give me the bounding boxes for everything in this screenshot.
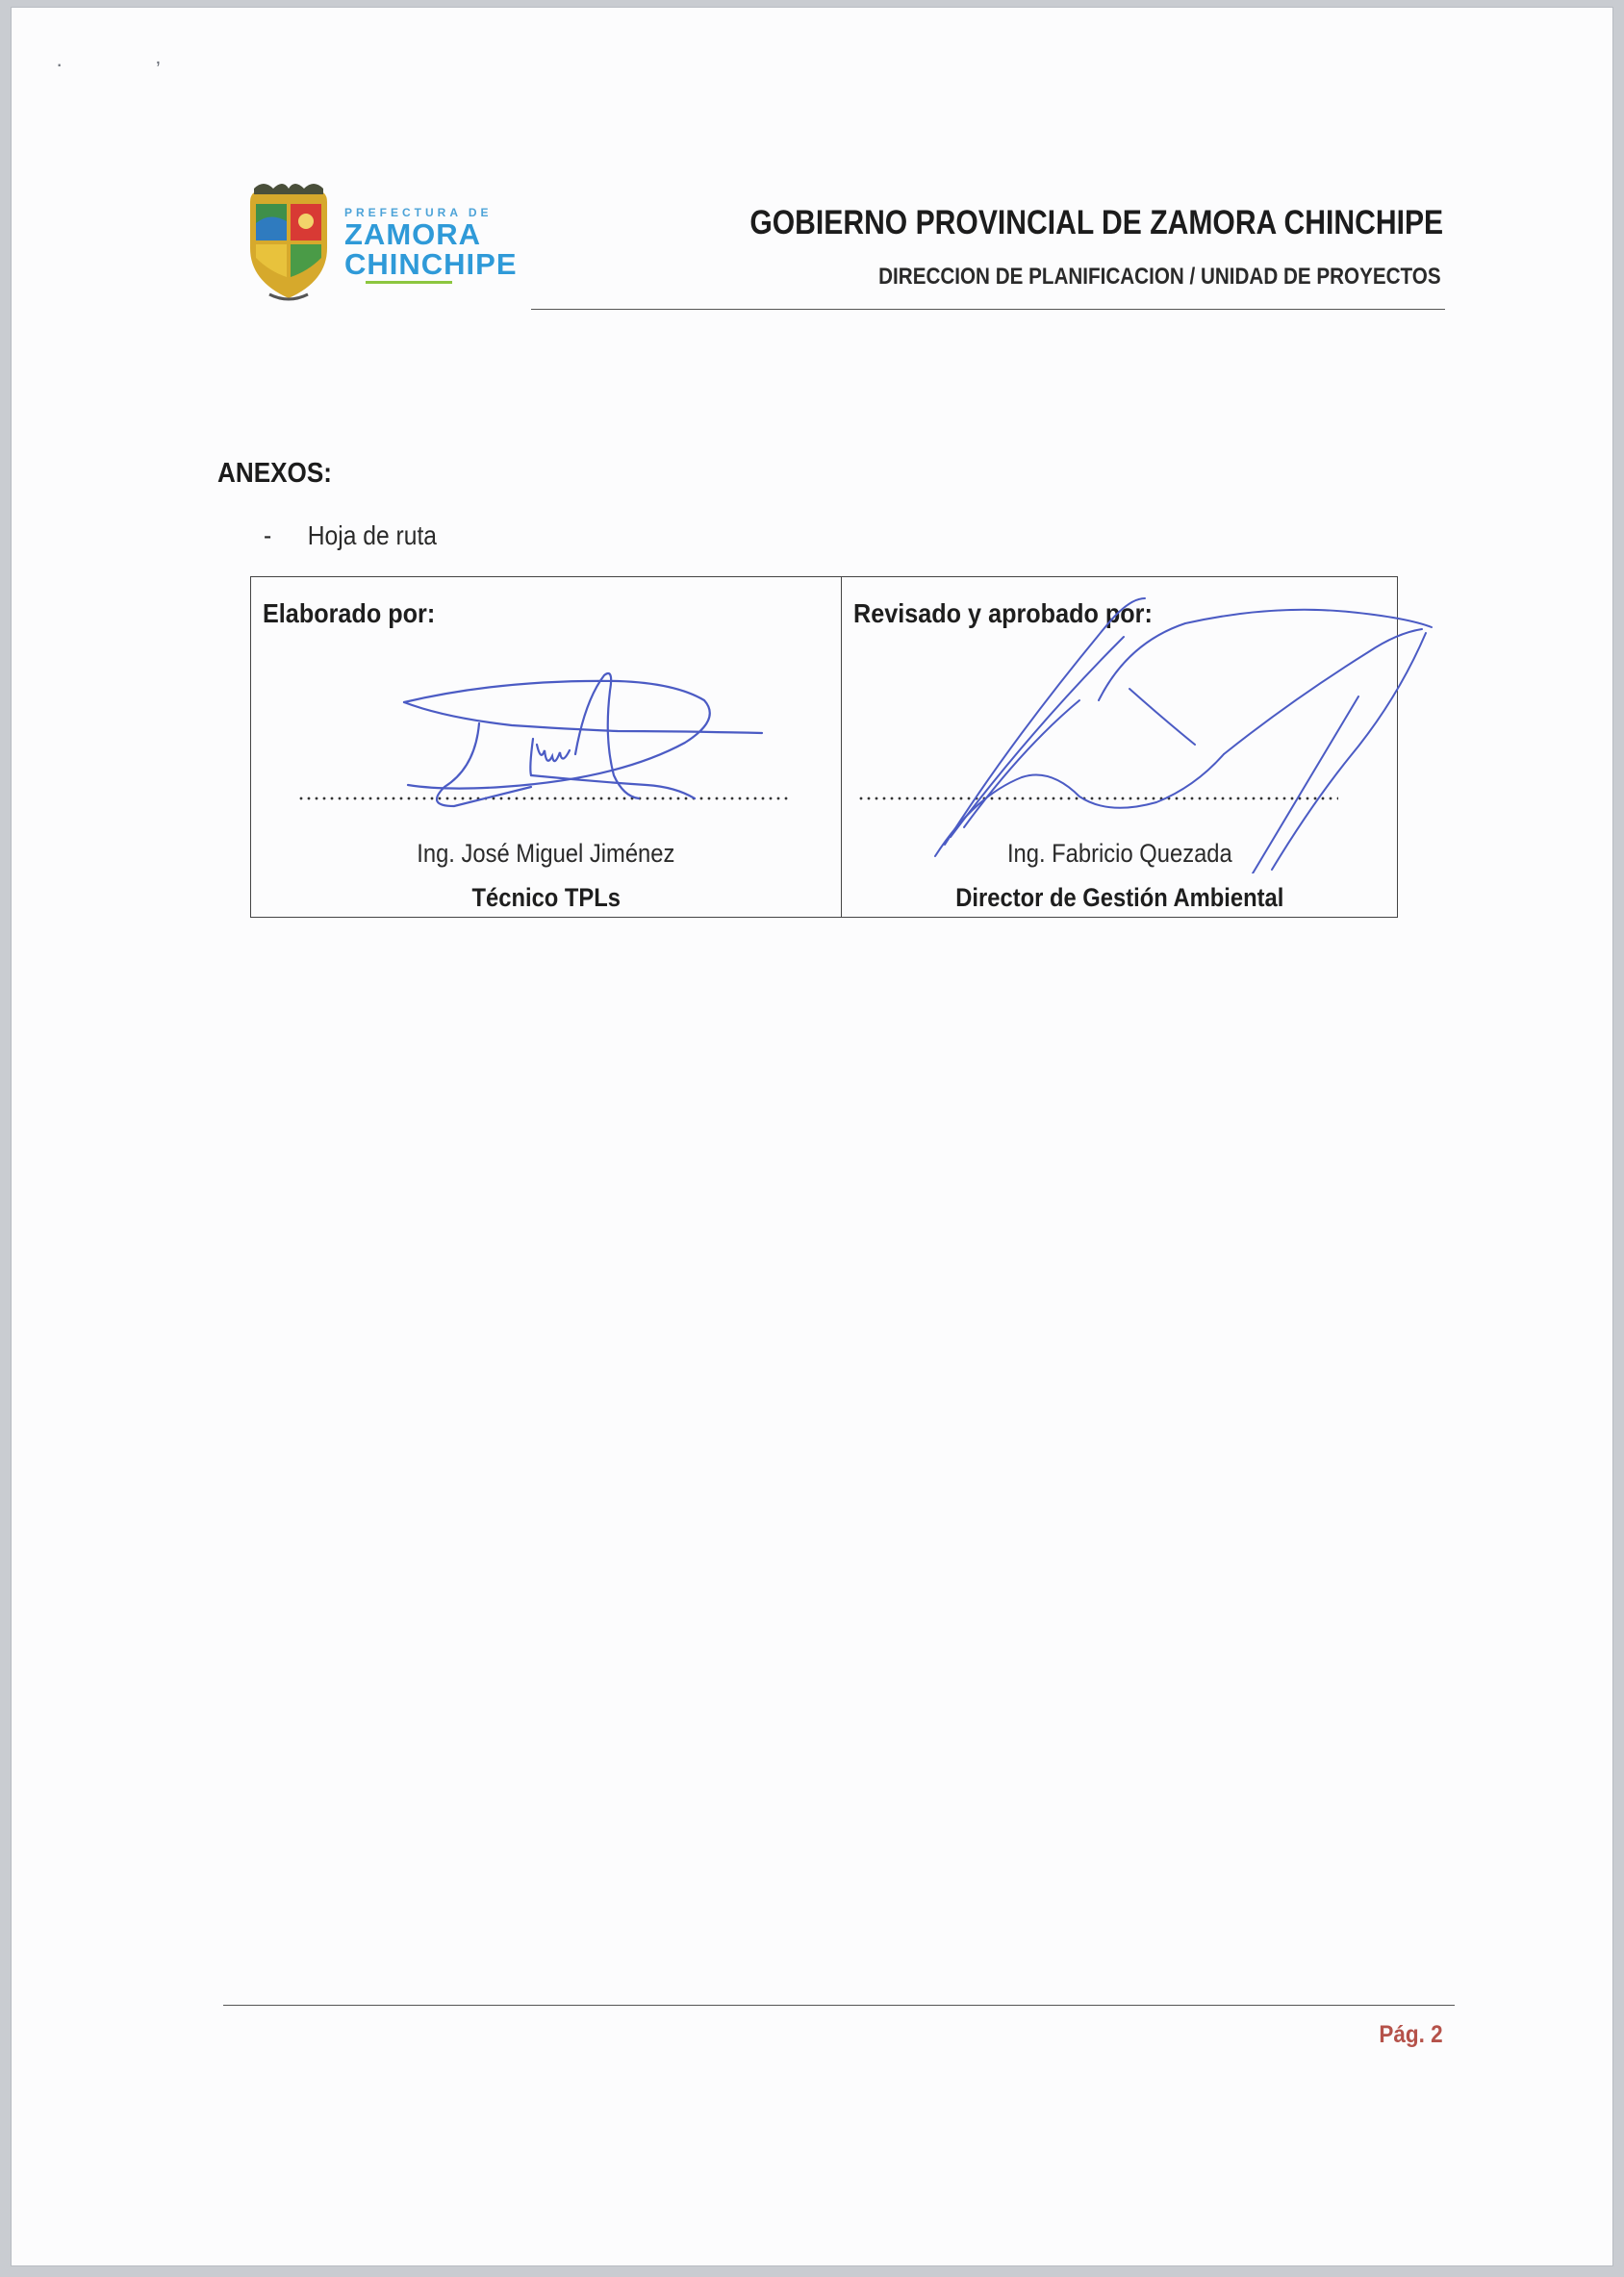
footer-divider xyxy=(223,2005,1455,2006)
logo-underline xyxy=(366,281,452,284)
signature-dotted-line xyxy=(297,797,790,800)
shield-emblem-icon xyxy=(241,181,337,306)
header-title: GOBIERNO PROVINCIAL DE ZAMORA CHINCHIPE xyxy=(749,204,1443,241)
signature-cell-approved xyxy=(842,577,1397,917)
scan-artifact: ʼ xyxy=(156,58,161,82)
annex-list-item xyxy=(264,520,437,551)
annexes-heading: ANEXOS: xyxy=(217,458,332,489)
prepared-by-name: Ing. José Miguel Jiménez xyxy=(417,839,675,868)
page-number: Pág. 2 xyxy=(1379,2021,1443,2048)
approved-by-name: Ing. Fabricio Quezada xyxy=(1006,839,1232,868)
header-subtitle: DIRECCION DE PLANIFICACION / UNIDAD DE PROYECTOS xyxy=(878,264,1441,290)
logo-caption: PREFECTURA DE xyxy=(344,206,493,219)
document-page xyxy=(12,8,1612,2265)
header-divider xyxy=(531,309,1445,310)
approved-by-role: Director de Gestión Ambiental xyxy=(954,883,1284,912)
prepared-by-role: Técnico TPLs xyxy=(471,883,621,912)
annex-item-text: Hoja de ruta xyxy=(307,520,438,550)
prepared-by-label: Elaborado por: xyxy=(263,598,436,628)
logo-wordmark-line1: ZAMORA xyxy=(344,217,482,251)
signature-dotted-line xyxy=(857,797,1338,800)
list-bullet: - xyxy=(264,520,272,550)
scan-artifact: · xyxy=(56,52,63,76)
logo-wordmark-line2: CHINCHIPE xyxy=(344,247,518,281)
signature-table xyxy=(250,576,1398,918)
approved-by-label: Revisado y aprobado por: xyxy=(853,598,1153,628)
prefectura-logo xyxy=(241,181,520,306)
signature-cell-prepared xyxy=(251,577,842,917)
